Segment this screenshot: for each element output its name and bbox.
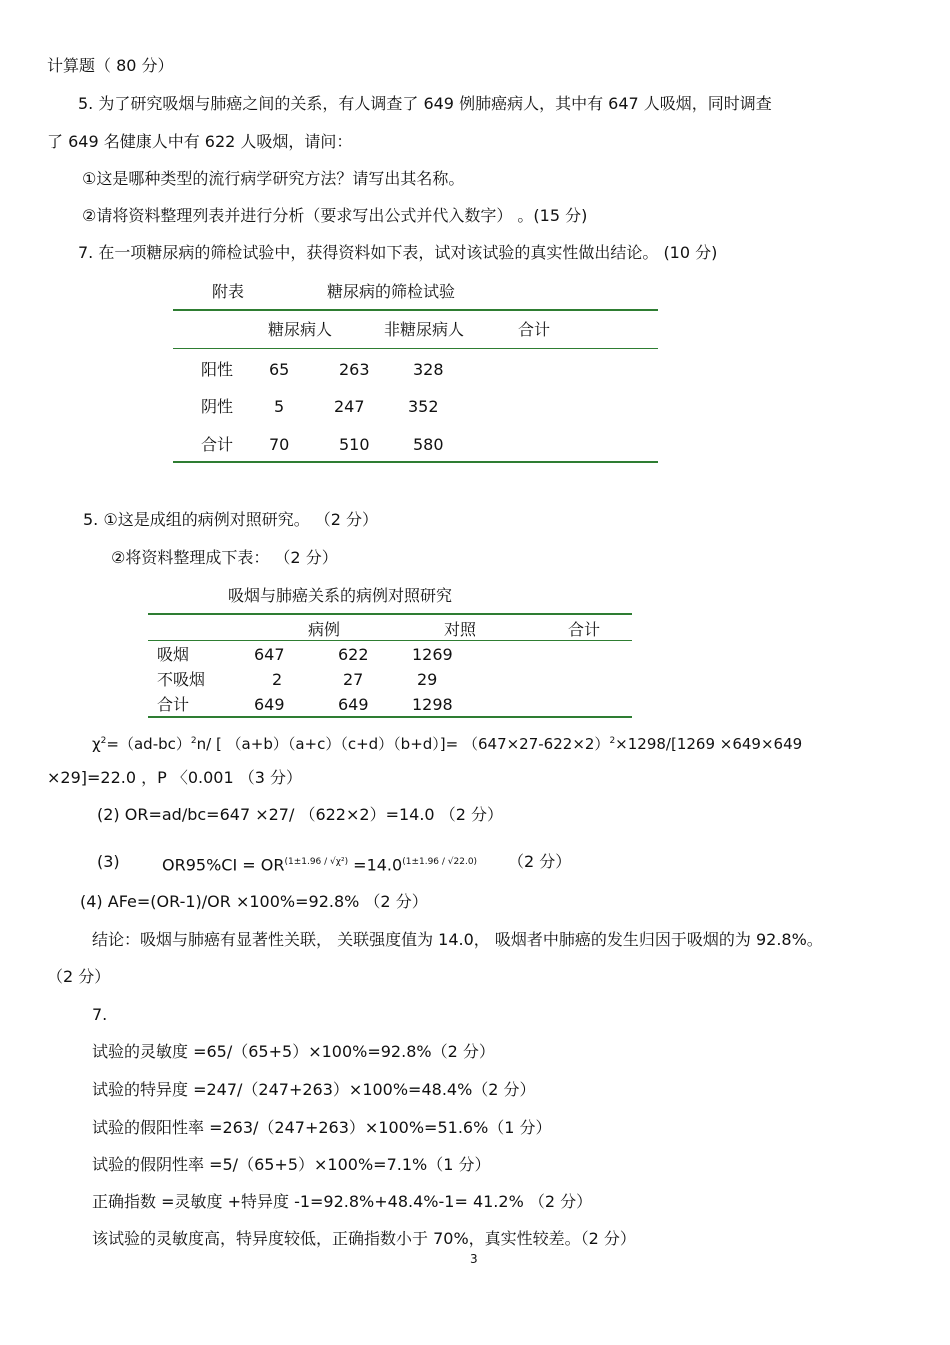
table2-cell: 649 [338,695,369,714]
q5-line2: 了 649 名健康人中有 622 人吸烟，请问： [47,132,353,151]
specificity-line: 试验的特异度 =247/（247+263）×100%=48.4%（2 分） [92,1080,536,1099]
table1-bottom-rule [173,461,658,463]
youden-index-line: 正确指数 =灵敏度 +特异度 -1=92.8%+48.4%-1= 41.2% （2 分） [92,1192,593,1211]
table1-cell: 70 [269,435,290,454]
chi-part: ×1298/[1269 ×649×649 [615,735,803,753]
table1-header-cell: 非糖尿病人 [384,320,465,339]
a5-line2: ②将资料整理成下表： （2 分） [111,548,338,567]
chi-sup: 2 [190,736,197,746]
ci-text: OR95%CI = OR [162,855,285,875]
table1-header-rule [173,348,658,349]
chi-part: n/ [ （a+b）（a+c）（c+d）（b+d）]= （647×27-622×2） [196,735,610,753]
or-calculation: (2) OR=ad/bc=647 ×27/ （622×2）=14.0 （2 分） [97,805,503,824]
table1-cell: 5 [274,397,285,416]
q7-line: 7. 在一项糖尿病的筛检试验中，获得资料如下表，试对该试验的真实性做出结论。 (10 分) [78,243,718,262]
table2-cell: 2 [272,670,283,689]
q5-sub1: ①这是哪种类型的流行病学研究方法？请写出其名称。 [82,169,465,188]
table2-cell: 647 [254,645,285,664]
false-positive-line: 试验的假阳性率 =263/（247+263）×100%=51.6%（1 分） [92,1118,552,1137]
chi-square-result: ×29]=22.0 ，P 〈0.001 （3 分） [47,768,303,787]
page-number: 3 [470,1252,478,1266]
ci-score: （2 分） [508,852,572,871]
table2-cell: 29 [417,670,438,689]
table1-header-cell: 糖尿病人 [268,320,333,339]
table1-row-label: 阴性 [201,397,234,416]
q5-line1: 5. 为了研究吸烟与肺癌之间的关系，有人调查了 649 例肺癌病人，其中有 647 人吸烟，同时调查 [78,94,772,113]
table1-header-cell: 合计 [518,320,551,339]
chi-sup: 2 [100,736,107,746]
ci-value: =14.0 [348,855,403,875]
table2-header-cell: 病例 [308,620,341,639]
q7-caption-title: 糖尿病的筛检试验 [327,282,456,301]
ci-label: (3) [97,852,120,871]
a7-number: 7. [92,1005,108,1024]
sensitivity-line: 试验的灵敏度 =65/（65+5）×100%=92.8%（2 分） [92,1042,495,1061]
table1-row-label: 阳性 [201,360,234,379]
conclusion-line2: （2 分） [47,967,111,986]
table2-cell: 1269 [412,645,453,664]
chi-symbol: χ [92,735,101,753]
table2-row-label: 不吸烟 [157,670,206,689]
table2-top-rule [148,613,632,615]
table1-cell: 352 [408,397,439,416]
q7-caption-label: 附表 [212,282,245,301]
a5-line1: 5. ①这是成组的病例对照研究。 （2 分） [83,510,379,529]
table2-header-rule [148,640,632,641]
ci-exponent: (1±1.96 / √χ²) [284,857,349,867]
q5-sub2: ②请将资料整理列表并进行分析（要求写出公式并代入数字） 。(15 分) [82,206,588,225]
table1-cell: 580 [413,435,444,454]
table2-row-label: 吸烟 [157,645,190,664]
table1-top-rule [173,309,658,311]
table1-cell: 65 [269,360,290,379]
table2-cell: 27 [343,670,364,689]
section-title: 计算题（ 80 分） [47,56,174,75]
a7-conclusion: 该试验的灵敏度高，特异度较低，正确指数小于 70%，真实性较差。（2 分） [92,1229,636,1248]
afe-calculation: (4) AFe=(OR-1)/OR ×100%=92.8% （2 分） [80,892,428,911]
table1-row-label: 合计 [201,435,234,454]
table1-cell: 263 [339,360,370,379]
ci-exponent: (1±1.96 / √22.0) [402,857,478,867]
chi-part: =（ad-bc） [106,735,191,753]
table2-header-cell: 合计 [568,620,601,639]
table1-cell: 510 [339,435,370,454]
chi-sup: 2 [609,736,616,746]
table2-cell: 622 [338,645,369,664]
chi-square-formula [92,731,802,754]
ci-formula [162,852,477,875]
table1-cell: 328 [413,360,444,379]
a5-table-title: 吸烟与肺癌关系的病例对照研究 [228,586,453,605]
false-negative-line: 试验的假阴性率 =5/（65+5）×100%=7.1%（1 分） [92,1155,491,1174]
conclusion-line1: 结论：吸烟与肺癌有显著性关联， 关联强度值为 14.0， 吸烟者中肺癌的发生归因于吸烟的为 92.8%。 [92,930,823,949]
table1-cell: 247 [334,397,365,416]
table2-cell: 649 [254,695,285,714]
table2-bottom-rule [148,716,632,718]
table2-row-label: 合计 [157,695,190,714]
table2-header-cell: 对照 [444,620,477,639]
table2-cell: 1298 [412,695,453,714]
